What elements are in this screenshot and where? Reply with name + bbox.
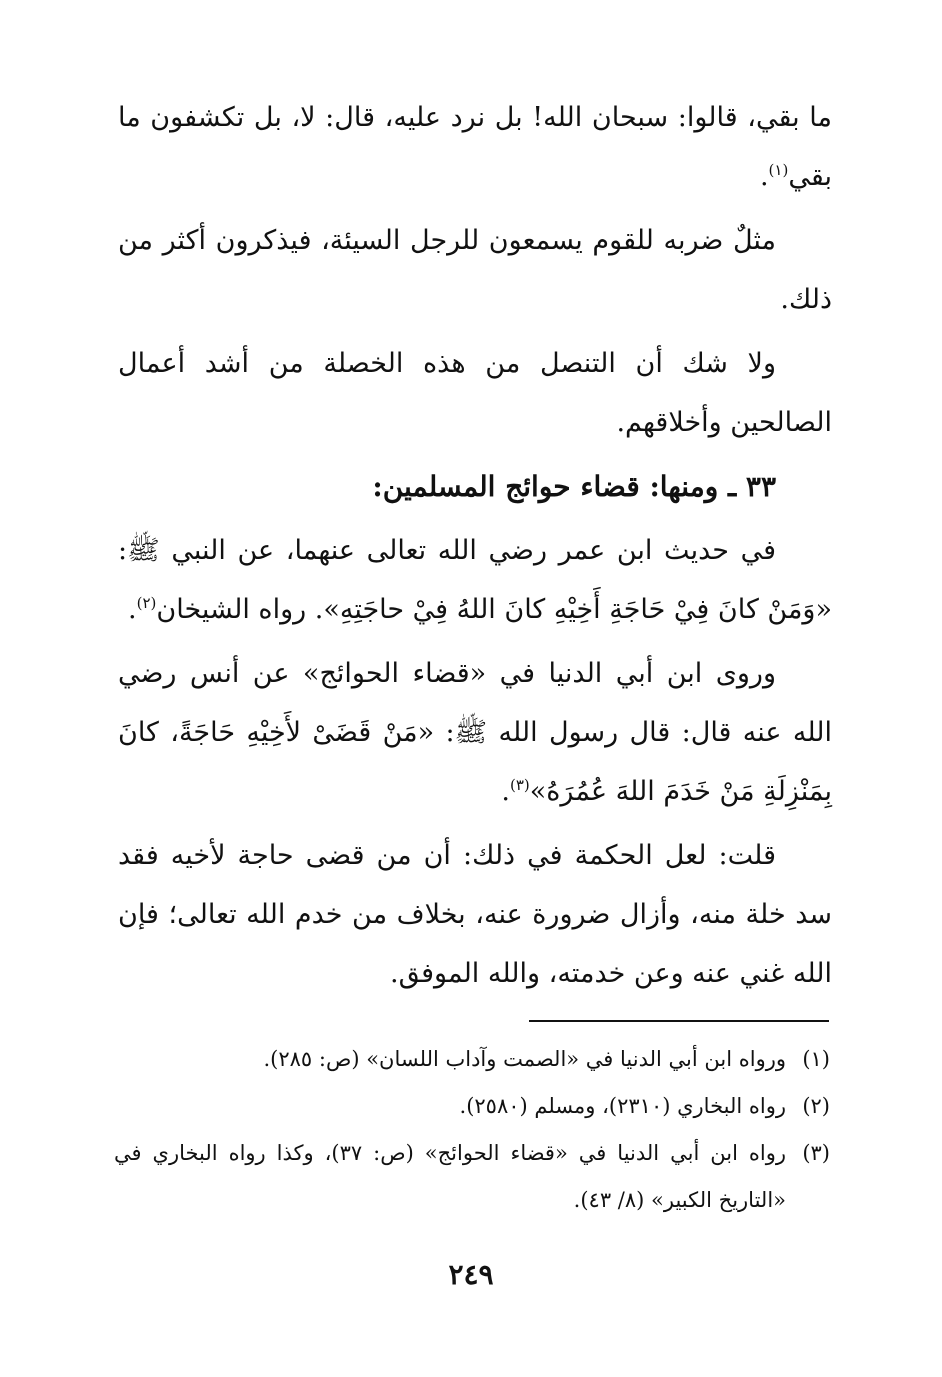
footnote-number: (٢) [802, 1094, 830, 1118]
footnote-text: ورواه ابن أبي الدنيا في «الصمت وآداب اللسان» (ص: ٢٨٥). [263, 1047, 786, 1071]
paragraph-5-end: . [501, 776, 510, 807]
footnote-3 [114, 1130, 830, 1224]
footnotes [114, 1036, 830, 1224]
paragraph-6: قلت: لعل الحكمة في ذلك: أن من قضى حاجة لأخيه فقد سد خلة منه، وأزال ضرورة عنه، بخلاف من خدم الله تعالى؛ فإن الله غني عنه وعن خدمته، والله الموفق. [118, 840, 832, 989]
section-heading: ٣٣ ـ ومنها: قضاء حوائج المسلمين: [372, 470, 776, 503]
footnote-separator [529, 1020, 829, 1022]
paragraph-4-end: . [128, 594, 137, 625]
paragraph-1 [118, 88, 832, 206]
paragraph-1-end: . [759, 161, 769, 192]
footnote-1 [114, 1036, 830, 1083]
footnote-number: (٣) [802, 1141, 830, 1165]
footnote-ref-3[interactable]: (٣) [509, 776, 530, 794]
footnote-ref-2[interactable]: (٢) [136, 594, 157, 612]
paragraph-5-text: وروى ابن أبي الدنيا في «قضاء الحوائج» عن أنس رضي الله عنه قال: قال رسول الله ﷺ: «مَنْ قَضَىْ لأَخِيْهِ حَاجَةً، كانَ بِمَنْزِلَةِ مَنْ خَدَمَ اللهَ عُمُرَهُ» [118, 658, 832, 807]
paragraph-3: ولا شك أن التنصل من هذه الخصلة من أشد أعمال الصالحين وأخلاقهم. [118, 348, 832, 438]
paragraph-2: مثلٌ ضربه للقوم يسمعون للرجل السيئة، فيذكرون أكثر من ذلك. [118, 225, 832, 315]
paragraph-1-text: ما بقي، قالوا: سبحان الله! بل نرد عليه، قال: لا، بل تكشفون ما بقي [118, 102, 832, 192]
paragraph-4-text: في حديث ابن عمر رضي الله تعالى عنهما، عن النبي ﷺ: «وَمَنْ كانَ فِيْ حَاجَةِ أَخِيْهِ كانَ اللهُ فِيْ حاجَتِهِ». رواه الشيخان [118, 535, 832, 625]
footnote-text: رواه البخاري (٢٣١٠)، ومسلم (٢٥٨٠). [459, 1094, 786, 1118]
paragraph-5 [118, 644, 832, 821]
paragraph-4 [118, 521, 832, 639]
footnote-2 [114, 1083, 830, 1130]
footnote-number: (١) [802, 1047, 830, 1071]
page-number: ٢٤٩ [448, 1258, 494, 1291]
page-body [118, 88, 832, 1008]
footnote-text: رواه ابن أبي الدنيا في «قضاء الحوائج» (ص: ٣٧)، وكذا رواه البخاري في «التاريخ الكبير» (٨/ ٤٣). [114, 1141, 786, 1212]
footnote-ref-1[interactable]: (١) [768, 161, 789, 179]
